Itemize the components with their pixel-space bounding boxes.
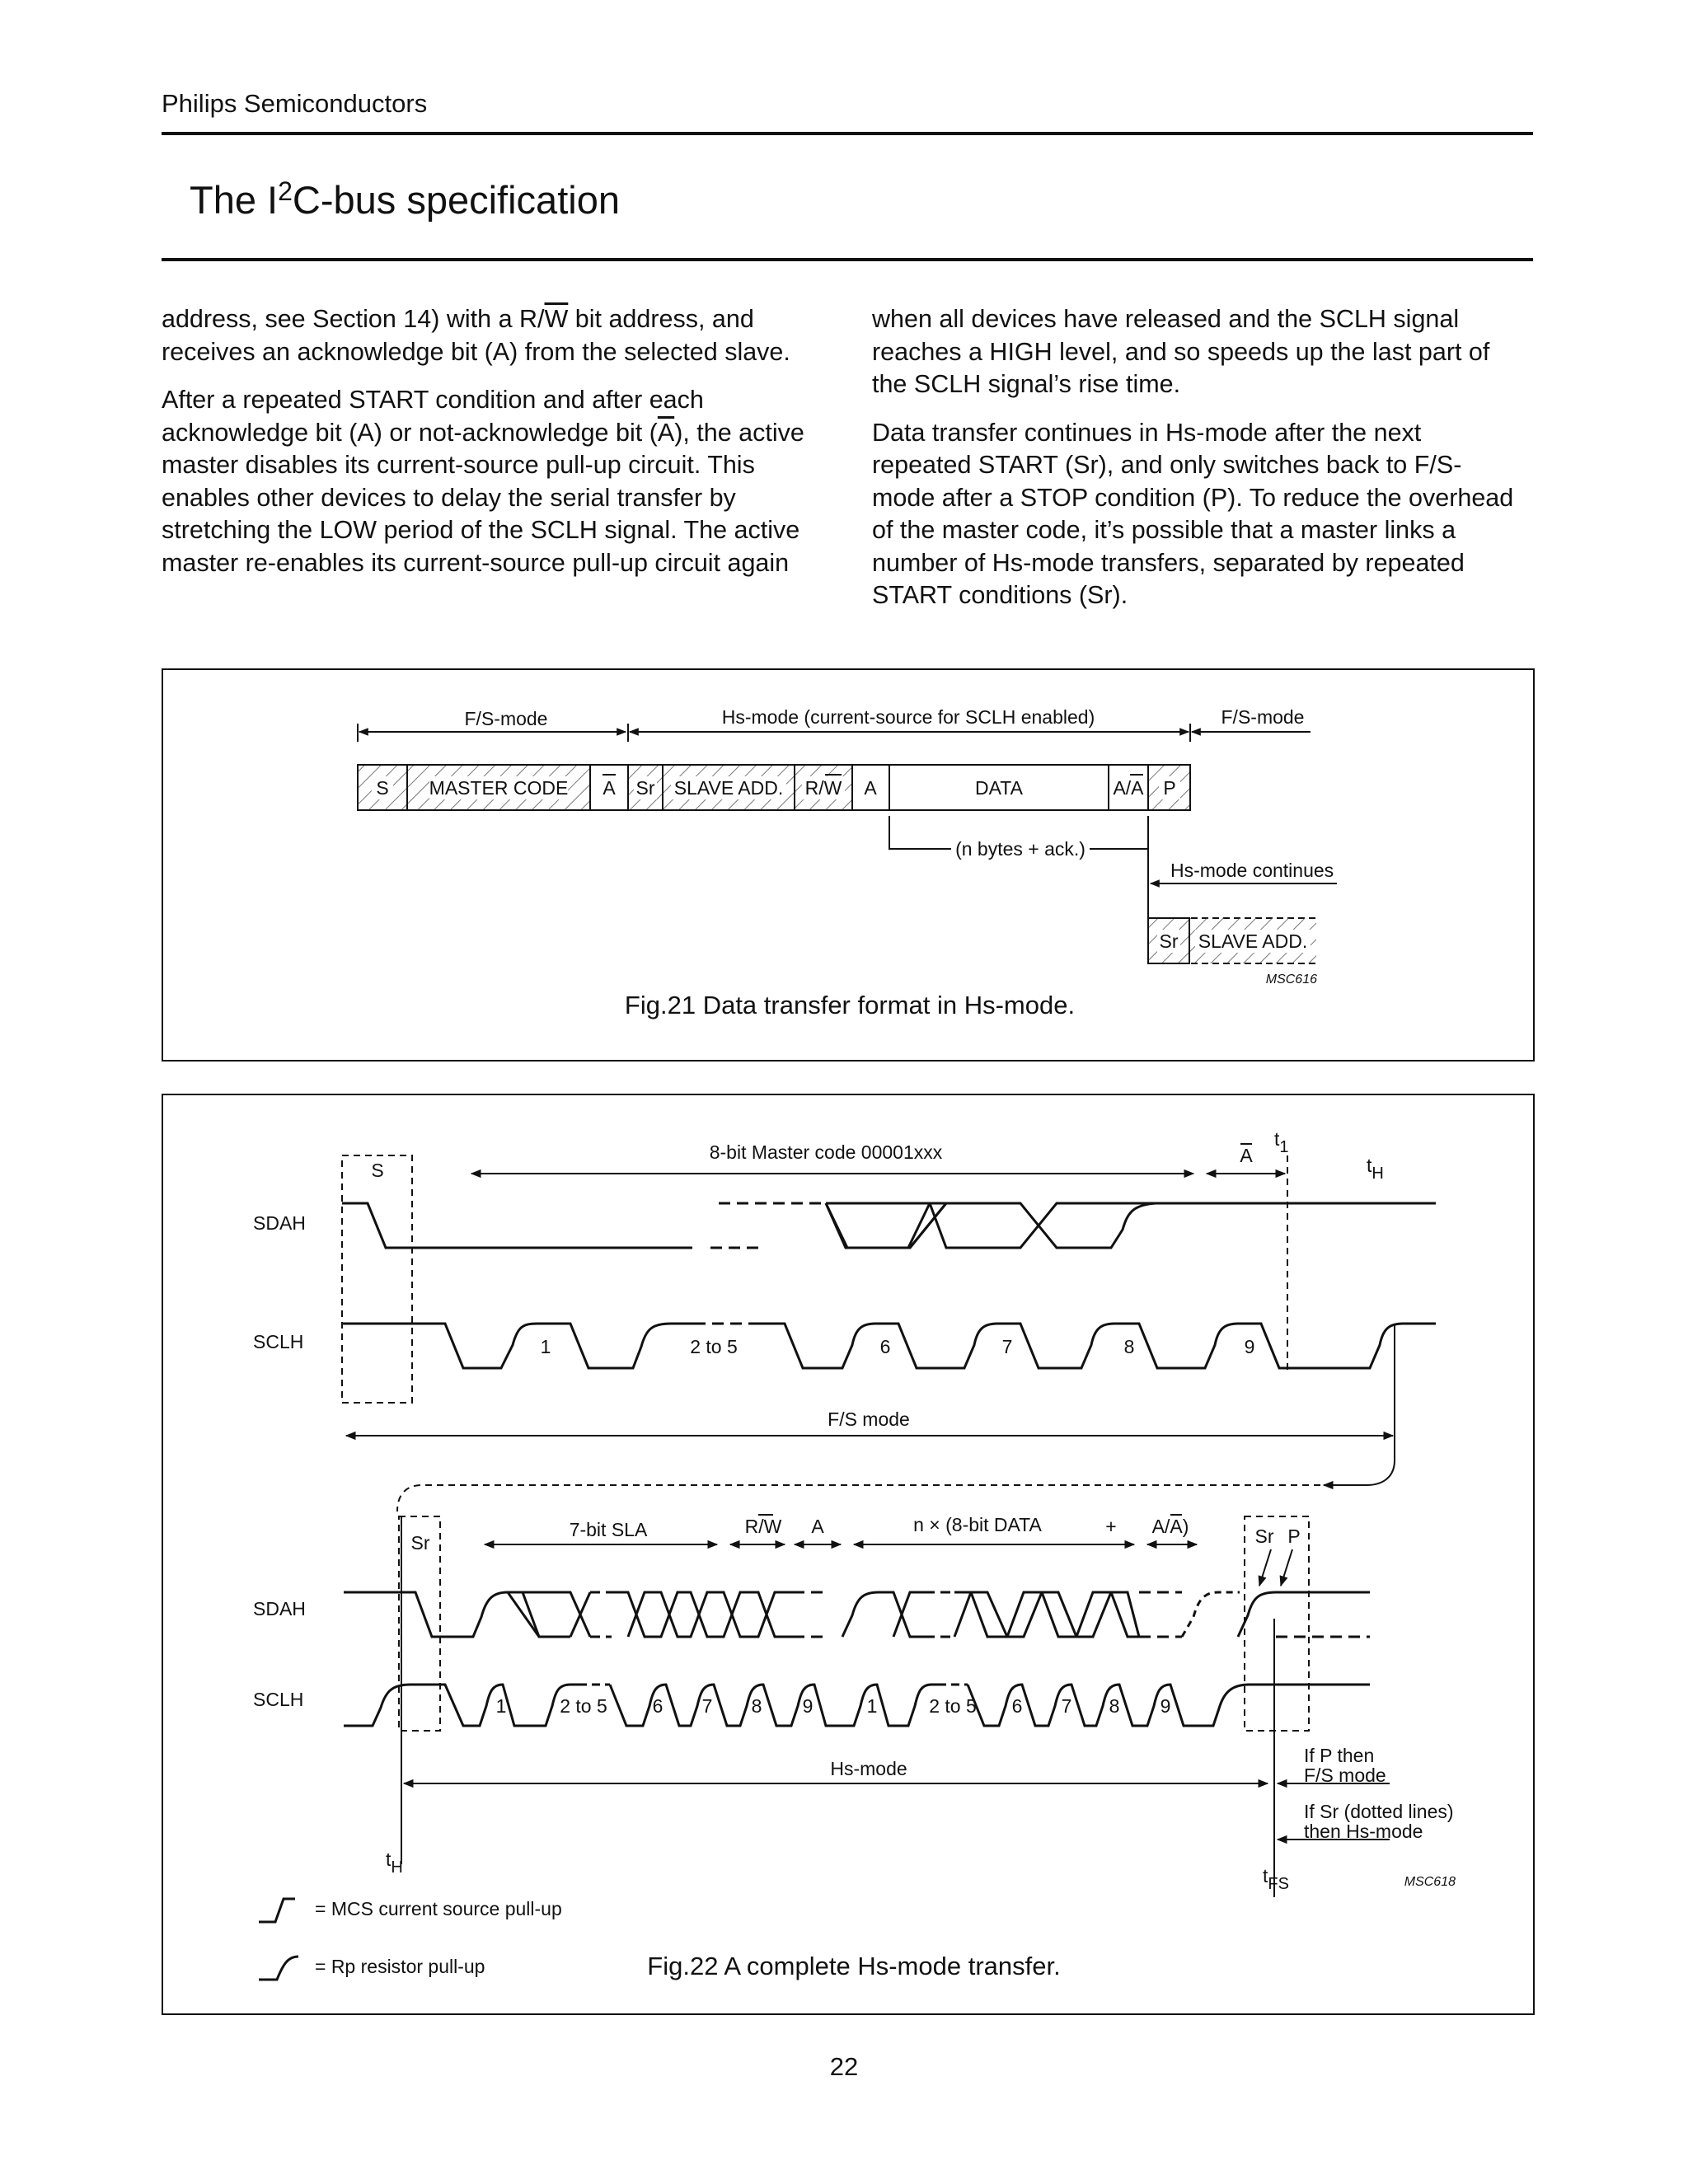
top-clock-2-5: 2 to 5 <box>690 1336 738 1357</box>
fig21-cont-slave-add: SLAVE ADD. <box>1198 930 1308 952</box>
aa-label: A/A) <box>1151 1516 1189 1537</box>
bottom-clock-7a: 7 <box>701 1695 713 1717</box>
fig22-frame <box>162 1094 1535 2015</box>
bottom-sr-label: Sr <box>410 1532 430 1554</box>
header-rule <box>162 132 1533 135</box>
fig21-hs-continues: Hs-mode continues <box>1170 860 1334 881</box>
fig22-code: MSC618 <box>1404 1875 1456 1889</box>
fig21-caption: Fig.21 Data transfer format in Hs-mode. <box>624 991 1076 1019</box>
if-sr-line-1: If Sr (dotted lines) <box>1304 1801 1454 1822</box>
left-paragraph-2: After a repeated START condition and after each acknowledge bit (A) or not-acknowledge bit $(\overline{A})$, the active master disables its current-source pull-up circuit. This enables other devices to delay the serial transfer by stretching the LOW period of the SCLH signal. The active master re-enables its current-source pull-up circuit again <box>162 386 804 577</box>
bottom-clock-2-5b: 2 to 5 <box>929 1695 977 1717</box>
title-rule <box>162 258 1533 261</box>
mcs-pullup-icon <box>259 1899 295 1922</box>
bottom-clock-8a: 8 <box>751 1695 762 1717</box>
if-p-line-2: F/S mode <box>1304 1765 1386 1786</box>
fig21-field-master-code: MASTER CODE <box>429 777 569 799</box>
a-label: A <box>811 1516 824 1537</box>
top-sdah-line-left <box>342 1203 692 1248</box>
if-p-line-1: If P then <box>1304 1745 1375 1766</box>
fig21-field-p: P <box>1163 777 1176 799</box>
tfs-label: tFS <box>1263 1865 1289 1893</box>
right-paragraph-2: Data transfer continues in Hs-mode after the next repeated START (Sr), and only switches back to F/S-mode after a STOP condition (P). To reduce the overhead of the master code, it’s possible that a master links a number of Hs-mode transfers, separated by repeated START conditions (Sr). <box>872 418 1514 609</box>
bottom-clock-1a: 1 <box>495 1695 507 1717</box>
fig21-field-s: S <box>376 777 389 799</box>
fig21-fs-mode-left: F/S-mode <box>464 708 548 729</box>
top-s-label: S <box>371 1160 384 1181</box>
bottom-sclh-label: SCLH <box>253 1689 304 1710</box>
bottom-clock-6a: 6 <box>652 1695 663 1717</box>
fig21-hs-mode: Hs-mode (current-source for SCLH enabled) <box>721 706 1095 728</box>
fig21-n-bytes: (n bytes + ack.) <box>955 838 1085 860</box>
t1-label: t1 <box>1274 1128 1289 1156</box>
top-a-bar-label: A <box>1240 1145 1253 1166</box>
fig22-diagram <box>163 1095 1533 2013</box>
fig21-fs-mode-right: F/S-mode <box>1221 706 1305 728</box>
bottom-clock-9b: 9 <box>1160 1695 1171 1717</box>
right-paragraph-1: when all devices have released and the SCLH signal reaches a HIGH level, and so speeds up the last part of the SCLH signal’s rise time. <box>872 305 1490 398</box>
sla-label: 7-bit SLA <box>569 1519 648 1540</box>
top-clock-8: 8 <box>1123 1336 1135 1357</box>
top-th-label: tH <box>1367 1155 1384 1183</box>
top-clock-7: 7 <box>1001 1336 1013 1357</box>
company-header: Philips Semiconductors <box>162 89 428 118</box>
bottom-p-label: P <box>1287 1526 1301 1547</box>
legend-rp-text: = Rp resistor pull-up <box>315 1956 485 1977</box>
left-column <box>162 303 813 595</box>
bottom-clock-9a: 9 <box>802 1695 814 1717</box>
fig21-field-a-slash-a: A/A <box>1113 777 1144 799</box>
top-sclh-label: SCLH <box>253 1331 304 1352</box>
right-column <box>872 303 1523 628</box>
left-paragraph-1: address, see Section 14) with a $R/\overline{W}$ bit address, and receives an acknowledge bit (A) from the selected slave. <box>162 305 790 366</box>
bottom-clock-8b: 8 <box>1109 1695 1120 1717</box>
page-number: 22 <box>829 2052 859 2081</box>
top-clock-1: 1 <box>540 1336 551 1357</box>
if-sr-line-2: then Hs-mode <box>1304 1821 1423 1842</box>
master-code-label: 8-bit Master code 00001xxx <box>709 1141 943 1163</box>
fs-mode-label: F/S mode <box>828 1408 910 1430</box>
fig21-field-a: A <box>864 777 877 799</box>
bottom-clock-2-5a: 2 to 5 <box>560 1695 607 1717</box>
bottom-sr2-label: Sr <box>1254 1526 1274 1547</box>
fig21-field-data: DATA <box>975 777 1023 799</box>
fig21-cont-sr: Sr <box>1159 930 1179 952</box>
bottom-th-label: tH <box>386 1849 403 1877</box>
fig21-field-slave-add: SLAVE ADD. <box>673 777 784 799</box>
bottom-clock-6b: 6 <box>1011 1695 1023 1717</box>
legend-mcs-text: = MCS current source pull-up <box>315 1898 562 1919</box>
top-clock-9: 9 <box>1244 1336 1255 1357</box>
bottom-clock-1b: 1 <box>866 1695 878 1717</box>
bottom-sdah-label: SDAH <box>253 1598 306 1619</box>
rw-label: R/W <box>744 1516 782 1537</box>
fig21-field-rw: R/W <box>804 777 842 799</box>
fig21-diagram <box>163 670 1533 1060</box>
bottom-clock-7b: 7 <box>1061 1695 1072 1717</box>
fig21-code: MSC616 <box>1265 972 1317 987</box>
plus-label: + <box>1105 1516 1117 1537</box>
fig21-field-a-bar: A <box>603 777 616 799</box>
top-sdah-label: SDAH <box>253 1212 306 1234</box>
hs-mode-label: Hs-mode <box>830 1758 907 1779</box>
page-title: The $I^2C$-bus specification <box>190 176 620 222</box>
fig21-field-sr: Sr <box>635 777 655 799</box>
rp-pullup-icon <box>259 1957 298 1980</box>
data-label: n × (8-bit DATA <box>913 1514 1042 1535</box>
top-clock-6: 6 <box>879 1336 891 1357</box>
fig21-frame <box>162 668 1535 1062</box>
fig22-caption: Fig.22 A complete Hs-mode transfer. <box>647 1952 1061 1980</box>
